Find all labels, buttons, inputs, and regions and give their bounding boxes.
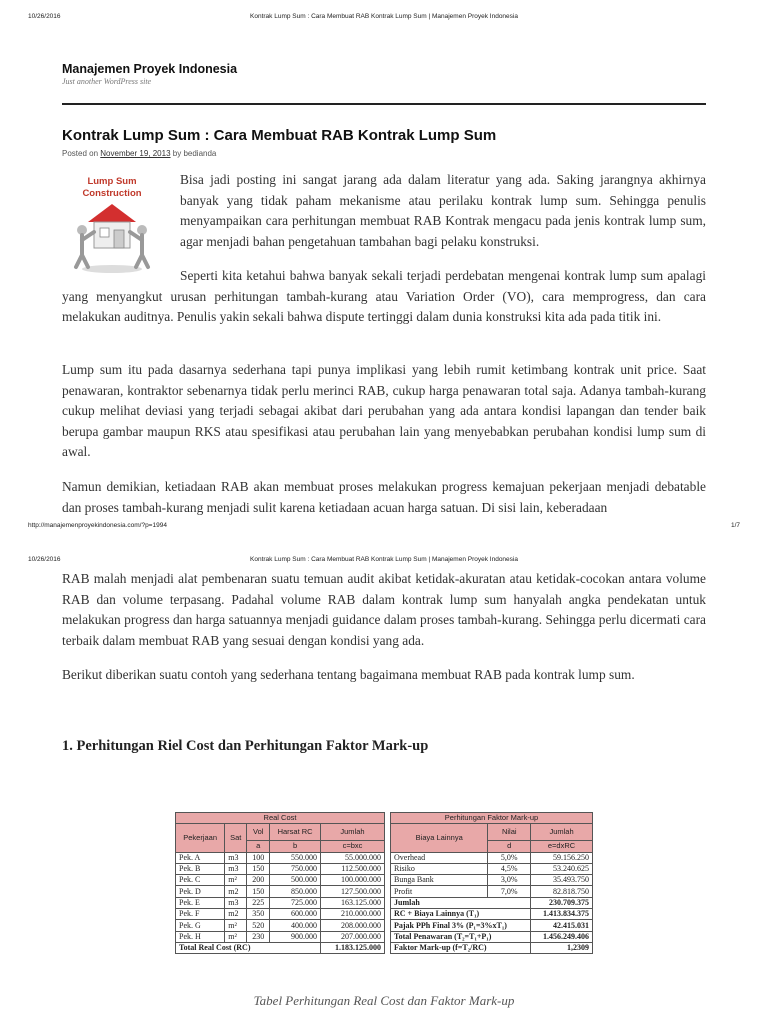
rc-cell: m2 bbox=[225, 886, 247, 897]
rc-header-vol: Vol bbox=[247, 824, 270, 841]
post-title: Kontrak Lump Sum : Cara Membuat RAB Kontrak Lump Sum bbox=[62, 127, 497, 144]
rc-table-row bbox=[176, 886, 385, 897]
post-meta bbox=[62, 149, 216, 158]
rc-cell: m3 bbox=[225, 863, 247, 874]
rc-header-jumlah: Jumlah bbox=[320, 824, 384, 841]
paragraph-2: Seperti kita ketahui bahwa banyak sekali terjadi perdebatan mengenai kontrak lump sum apalagi yang menyangkut urusan perhitungan tambah-kurang atau Variation Order (VO), cara memprogress, dan cara melakukan auditnya. Penulis yakin sekali bahwa dispute tertinggi dalam dunia konstruksi kita ada pada titik ini. bbox=[62, 268, 706, 325]
rc-cell: Pek. C bbox=[176, 875, 225, 886]
rc-cell: Pek. A bbox=[176, 852, 225, 863]
post-date-link[interactable]: November 19, 2013 bbox=[100, 149, 171, 158]
rc-cell: 850.000 bbox=[270, 886, 321, 897]
rc-cell: m² bbox=[225, 931, 247, 942]
rc-cell: m2 bbox=[225, 909, 247, 920]
rc-cell: 550.000 bbox=[270, 852, 321, 863]
rc-cell: 230 bbox=[247, 931, 270, 942]
mk-table-row bbox=[391, 852, 593, 863]
rc-cell: 500.000 bbox=[270, 875, 321, 886]
posted-on-label: Posted on bbox=[62, 149, 99, 158]
mk-table-row bbox=[391, 886, 593, 897]
rc-cell: 900.000 bbox=[270, 931, 321, 942]
real-cost-table bbox=[175, 812, 385, 954]
print-page-title: Kontrak Lump Sum : Cara Membuat RAB Kontrak Lump Sum | Manajemen Proyek Indonesia bbox=[250, 13, 518, 20]
rc-cell: m3 bbox=[225, 897, 247, 908]
rc-cell: 725.000 bbox=[270, 897, 321, 908]
mk-cell: 35.493.750 bbox=[531, 875, 593, 886]
markup-title: Perhitungan Faktor Mark-up bbox=[391, 813, 593, 824]
rc-table-row bbox=[176, 897, 385, 908]
mk-cell: Profit bbox=[391, 886, 488, 897]
rc-total-value: 1.183.125.000 bbox=[320, 942, 384, 953]
mk-table-row bbox=[391, 875, 593, 886]
mk-sub-d: d bbox=[488, 841, 531, 852]
mk-summary-row bbox=[391, 942, 593, 953]
rc-cell: 150 bbox=[247, 886, 270, 897]
print-footer-page: 1/7 bbox=[730, 522, 740, 529]
mk-cell: 7,0% bbox=[488, 886, 531, 897]
print-date-2: 10/26/2016 bbox=[28, 556, 61, 563]
rc-table-row bbox=[176, 852, 385, 863]
rc-table-row bbox=[176, 909, 385, 920]
rc-cell: Pek. G bbox=[176, 920, 225, 931]
section-heading: 1. Perhitungan Riel Cost dan Perhitungan Faktor Mark-up bbox=[62, 738, 429, 754]
paragraph-3: Lump sum itu pada dasarnya sederhana tapi punya implikasi yang lebih rumit ketimbang kontrak unit price. Saat penawaran, kontraktor sebenarnya tidak perlu merinci RAB, cukup harga penawaran total saja. Adanya tambah-kurang cukup melihat deviasi yang terjadi sebagai akibat dari perubahan yang ada antara kondisi lapangan dan tender baik berupa gambar maupun RKS atau spesifikasi atau perubahan lain yang menyebabkan perubahan kondisi lump sum di awal. bbox=[62, 362, 706, 460]
rc-cell: 520 bbox=[247, 920, 270, 931]
mk-cell: Risiko bbox=[391, 863, 488, 874]
rc-table-row bbox=[176, 920, 385, 931]
lump-sum-construction-image bbox=[64, 170, 160, 274]
mk-summary-row bbox=[391, 920, 593, 931]
mk-cell: 59.156.250 bbox=[531, 852, 593, 863]
rc-cell: 400.000 bbox=[270, 920, 321, 931]
mk-header-biaya: Biaya Lainnya bbox=[391, 824, 488, 852]
site-tagline: Just another WordPress site bbox=[62, 77, 152, 86]
mk-summary-value: 1,2309 bbox=[531, 942, 593, 953]
mk-summary-label: RC + Biaya Lainnya (T₁) bbox=[391, 909, 531, 920]
rc-header-sat: Sat bbox=[225, 824, 247, 852]
mk-cell: Overhead bbox=[391, 852, 488, 863]
rc-cell: 208.000.000 bbox=[320, 920, 384, 931]
rc-cell: m² bbox=[225, 920, 247, 931]
mk-summary-label: Jumlah bbox=[391, 897, 531, 908]
mk-sub-e: e=dxRC bbox=[531, 841, 593, 852]
print-footer-url: http://manajemenproyekindonesia.com/?p=1994 bbox=[28, 522, 167, 529]
print-date: 10/26/2016 bbox=[28, 13, 61, 20]
rc-cell: 127.500.000 bbox=[320, 886, 384, 897]
paragraph-4: Namun demikian, ketiadaan RAB akan membuat proses melakukan progress kemajuan pekerjaan menjadi debatable dan proses tambah-kurang menjadi sulit karena ketiadaan acuan harga satuan. Di sisi lain, keberadaan bbox=[62, 479, 706, 515]
rc-sub-a: a bbox=[247, 841, 270, 852]
mk-summary-label: Faktor Mark-up (f=T₂/RC) bbox=[391, 942, 531, 953]
rc-cell: 210.000.000 bbox=[320, 909, 384, 920]
rc-cell: 112.500.000 bbox=[320, 863, 384, 874]
rc-table-row bbox=[176, 931, 385, 942]
mk-summary-value: 230.709.375 bbox=[531, 897, 593, 908]
rc-cell: 200 bbox=[247, 875, 270, 886]
logo-text-line1: Lump Sum bbox=[87, 176, 137, 187]
markup-table bbox=[390, 812, 593, 954]
mk-summary-value: 1.413.834.375 bbox=[531, 909, 593, 920]
rc-cell: 207.000.000 bbox=[320, 931, 384, 942]
rc-cell: Pek. B bbox=[176, 863, 225, 874]
rc-cell: Pek. D bbox=[176, 886, 225, 897]
rc-total-label: Total Real Cost (RC) bbox=[176, 942, 321, 953]
by-label: by bbox=[172, 149, 182, 158]
rc-cell: 600.000 bbox=[270, 909, 321, 920]
rc-cell: 100 bbox=[247, 852, 270, 863]
rc-cell: Pek. E bbox=[176, 897, 225, 908]
rc-header-pekerjaan: Pekerjaan bbox=[176, 824, 225, 852]
mk-summary-value: 42.415.031 bbox=[531, 920, 593, 931]
rc-cell: 150 bbox=[247, 863, 270, 874]
mk-cell: 53.240.625 bbox=[531, 863, 593, 874]
mk-cell: 5,0% bbox=[488, 852, 531, 863]
mk-table-row bbox=[391, 863, 593, 874]
mk-summary-row bbox=[391, 909, 593, 920]
rc-cell: 350 bbox=[247, 909, 270, 920]
mk-summary-value: 1.456.249.406 bbox=[531, 931, 593, 942]
real-cost-title: Real Cost bbox=[176, 813, 385, 824]
paragraph-6: Berikut diberikan suatu contoh yang sederhana tentang bagaimana membuat RAB pada kontrak lump sum. bbox=[62, 667, 635, 682]
mk-summary-row bbox=[391, 897, 593, 908]
rc-table-row bbox=[176, 863, 385, 874]
rc-cell: 100.000.000 bbox=[320, 875, 384, 886]
mk-header-jumlah: Jumlah bbox=[531, 824, 593, 841]
print-page-title-2: Kontrak Lump Sum : Cara Membuat RAB Kontrak Lump Sum | Manajemen Proyek Indonesia bbox=[250, 556, 518, 563]
rc-cell: 750.000 bbox=[270, 863, 321, 874]
mk-cell: 82.818.750 bbox=[531, 886, 593, 897]
rc-cell: 163.125.000 bbox=[320, 897, 384, 908]
rc-cell: m² bbox=[225, 875, 247, 886]
rc-cell: 55.000.000 bbox=[320, 852, 384, 863]
post-author-link[interactable]: bedianda bbox=[183, 149, 217, 158]
rc-sub-b: b bbox=[270, 841, 321, 852]
rc-header-harsat: Harsat RC bbox=[270, 824, 321, 841]
logo-text-line2: Construction bbox=[82, 188, 142, 199]
table-caption: Tabel Perhitungan Real Cost dan Faktor Mark-up bbox=[253, 993, 515, 1008]
mk-cell: 4,5% bbox=[488, 863, 531, 874]
paragraph-5: RAB malah menjadi alat pembenaran suatu temuan audit akibat ketidak-akuratan atau ketidak-cocokan antara volume RAB dan volume terpasang. Padahal volume RAB dalam kontrak lump sum hanyalah angka pendekatan untuk melakukan progress dan harga satuannya menjadi guidance dalam proses tambah-kurang. Sehingga perlu dicermati cara terbaik dalam membuat RAB yang sesuai dengan kondisi yang ada. bbox=[62, 571, 706, 648]
mk-cell: 3,0% bbox=[488, 875, 531, 886]
mk-cell: Bunga Bank bbox=[391, 875, 488, 886]
rc-cell: Pek. F bbox=[176, 909, 225, 920]
rc-cell: Pek. H bbox=[176, 931, 225, 942]
rc-table-row bbox=[176, 875, 385, 886]
mk-summary-label: Total Penawaran (T₂=T₁+P₁) bbox=[391, 931, 531, 942]
mk-summary-label: Pajak PPh Final 3% (P₁=3%xT₁) bbox=[391, 920, 531, 931]
rc-cell: m3 bbox=[225, 852, 247, 863]
rc-sub-c: c=bxc bbox=[320, 841, 384, 852]
site-title-link[interactable]: Manajemen Proyek Indonesia bbox=[62, 62, 238, 76]
mk-header-nilai: Nilai bbox=[488, 824, 531, 841]
paragraph-1: Bisa jadi posting ini sangat jarang ada dalam literatur yang ada. Saking jarangnya akhirnya banyak yang tidak paham mekanisme atau perilaku kontrak lump sum. Sehingga penulis menyampaikan cara perhitungan membuat RAB Kontrak mengacu pada jenis kontrak lump sum, agar menjadi bahan pengetahuan tambahan bagi pelaku konstruksi. bbox=[180, 172, 706, 249]
mk-summary-row bbox=[391, 931, 593, 942]
header-rule bbox=[62, 103, 706, 105]
rc-cell: 225 bbox=[247, 897, 270, 908]
